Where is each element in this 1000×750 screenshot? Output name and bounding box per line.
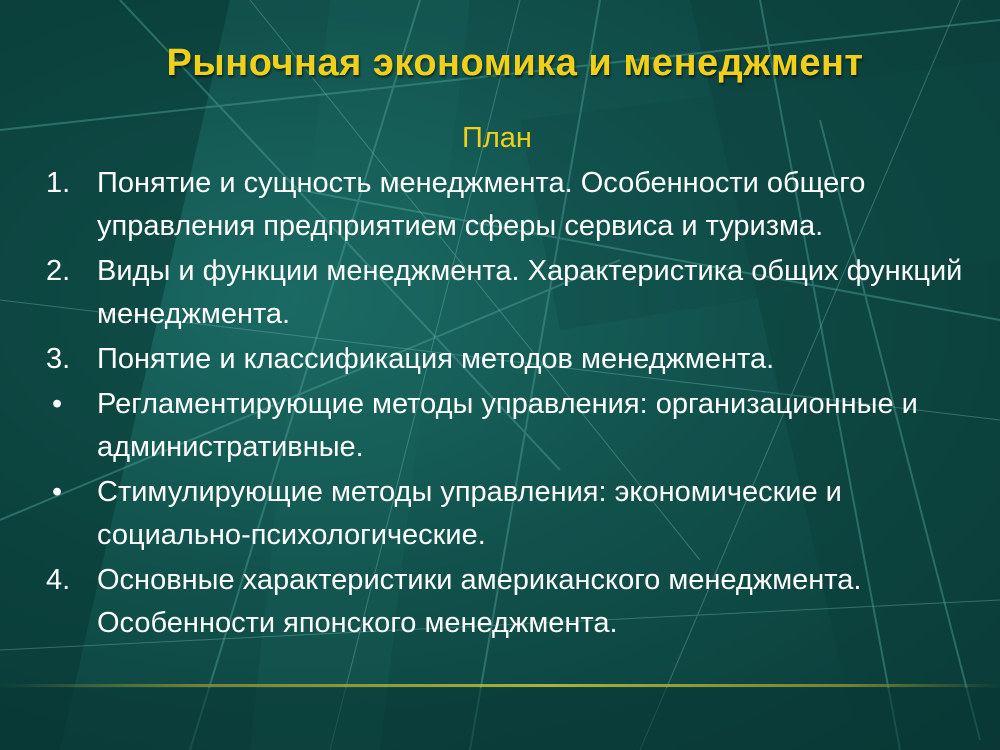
slide-title: Рыночная экономика и менеджмент bbox=[166, 42, 864, 84]
list-item-text: Понятие и классификация методов менеджмента. bbox=[97, 343, 775, 375]
bullet-icon: • bbox=[52, 476, 63, 508]
list-number: 4. bbox=[46, 564, 71, 596]
list-number: 1. bbox=[46, 167, 71, 199]
list-item bbox=[0, 383, 1000, 469]
list-number: 2. bbox=[46, 255, 71, 287]
bullet-icon: • bbox=[52, 388, 63, 420]
list-item-text: Виды и функции менеджмента. Характеристика общих функций менеджмента. bbox=[97, 255, 963, 330]
list-item-text: Стимулирующие методы управления: экономические и социально-психологические. bbox=[97, 476, 842, 551]
list-item bbox=[0, 338, 1000, 381]
list-item bbox=[0, 559, 1000, 645]
footer-accent-line bbox=[0, 684, 1000, 687]
list-item-text: Регламентирующие методы управления: организационные и административные. bbox=[97, 388, 918, 463]
list-item-text: Понятие и сущность менеджмента. Особенности общего управления предприятием сферы сервиса и туризма. bbox=[97, 167, 866, 242]
list-number: 3. bbox=[46, 343, 71, 375]
list-item-text: Основные характеристики американского менеджмента. Особенности японского менеджмента. bbox=[97, 564, 862, 639]
plan-heading: План bbox=[462, 122, 532, 154]
list-item bbox=[0, 471, 1000, 557]
list-item bbox=[0, 250, 1000, 336]
list-item bbox=[0, 162, 1000, 248]
plan-list bbox=[0, 162, 1000, 647]
